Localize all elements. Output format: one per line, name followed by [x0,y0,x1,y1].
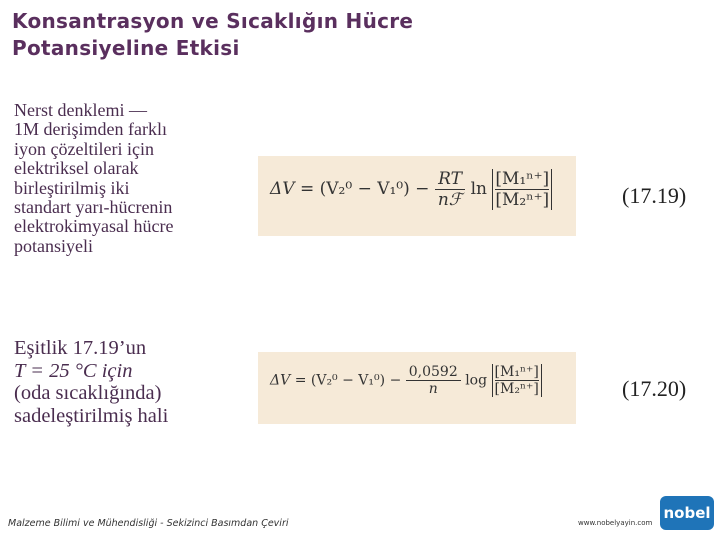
equation-box-17-19 [258,156,576,236]
slide-title-line-1: Konsantrasyon ve Sıcaklığın Hücre [12,9,414,33]
eq-fraction [406,364,461,397]
fraction-denominator: n [428,381,438,397]
nobel-logo: nobel [660,496,714,530]
equation-box-17-20 [258,352,576,424]
eq-equals: = [294,372,307,389]
description-line: Nerst denklemi — [14,100,147,120]
slide-title-line-2: Potansiyeline Etkisi [12,36,240,60]
description-line: iyon çözeltileri için [14,138,154,159]
eq-minus: − [415,179,430,199]
simplified-description [14,337,244,427]
eq-paren: (V₂⁰ − V₁⁰) [310,372,386,389]
description-line: potansiyeli [14,235,93,256]
description-line: sadeleştirilmiş hali [14,404,169,427]
ratio-bottom: [M₂ⁿ⁺] [494,381,539,397]
equation-number-17-20: (17.20) [622,376,687,401]
eq-equals: = [299,179,315,199]
equation-17-19 [270,169,552,210]
fraction-numerator: RT [435,169,465,190]
description-line: standart yarı-hücrenin [14,197,173,218]
description-line: birleştirilmiş iki [14,177,130,198]
fraction-numerator: 0,0592 [406,364,461,381]
description-line: elektriksel olarak [14,158,139,179]
description-line: (oda sıcaklığında) [14,382,162,405]
eq-function: log [465,372,488,389]
concentration-ratio [492,364,542,397]
eq-lhs: ΔV [270,372,291,389]
equation-number-17-19: (17.19) [622,183,687,208]
eq-fraction [435,169,465,210]
description-line: Eşitlik 17.19’un [14,337,147,359]
concentration-ratio [492,169,552,210]
eq-minus: − [389,372,402,389]
ratio-bottom: [M₂ⁿ⁺] [495,190,550,210]
footer-book-title: Malzeme Bilimi ve Mühendisliği - Sekizinci Basımdan Çeviri [8,518,289,529]
eq-paren: (V₂⁰ − V₁⁰) [319,179,410,199]
footer-website: www.nobelyayin.com [578,519,653,527]
eq-lhs: ΔV [270,179,295,199]
eq-function: ln [470,179,487,199]
description-line: elektrokimyasal hücre [14,216,174,237]
equation-17-20 [270,364,542,397]
slide-title [12,8,612,62]
ratio-top: [M₁ⁿ⁺] [495,169,550,189]
ratio-top: [M₁ⁿ⁺] [494,364,539,380]
description-line: T = 25 °C için [14,359,133,382]
nernst-description [14,101,244,256]
fraction-denominator: nℱ [437,190,463,210]
description-line: 1M derişimden farklı [14,119,167,140]
